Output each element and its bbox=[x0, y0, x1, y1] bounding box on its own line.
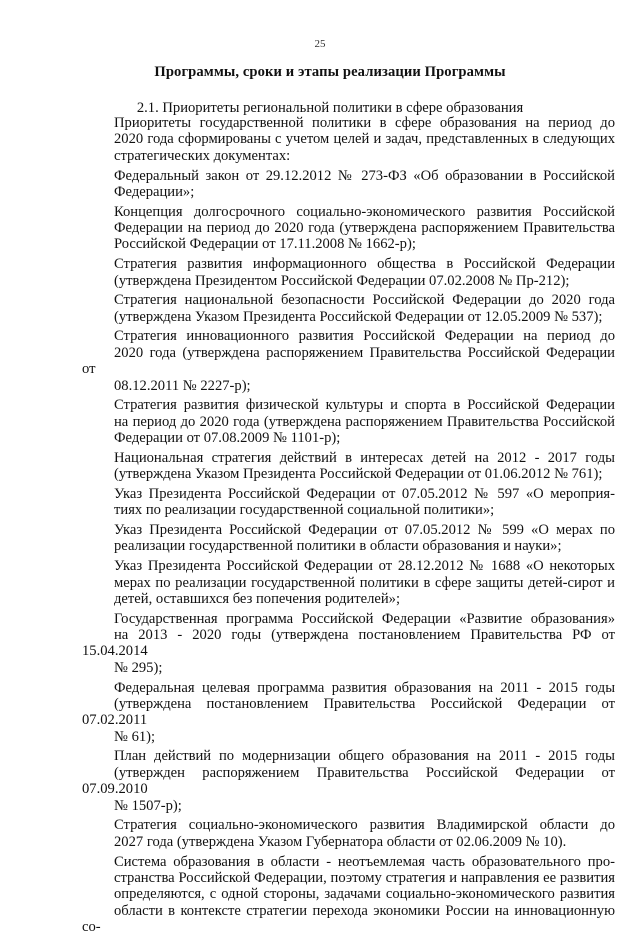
text-line: Стратегия инновационного развития Российской Федерации на период до bbox=[114, 328, 615, 345]
section-heading: Программы, сроки и этапы реализации Программы bbox=[154, 64, 506, 80]
text-line: (утверждена Президентом Российской Федерации 07.02.2008 № Пр-212); bbox=[114, 272, 570, 289]
paragraph bbox=[82, 748, 615, 814]
text-line: План действий по модернизации общего образования на 2011 - 2015 годы bbox=[114, 748, 615, 765]
text-line: Указ Президента Российской Федерации от 28.12.2012 № 1688 «О некоторых bbox=[114, 558, 615, 575]
paragraph bbox=[82, 115, 615, 164]
text-line: на период до 2020 года (утверждена распоряжением Правительства Российской bbox=[114, 413, 615, 430]
text-line: Стратегия развития физической культуры и спорта в Российской Федерации bbox=[114, 397, 615, 414]
paragraph bbox=[82, 328, 615, 394]
text-line: Государственная программа Российской Федерации «Развитие образования» bbox=[114, 610, 615, 627]
paragraph bbox=[82, 680, 615, 746]
text-line: Федеральный закон от 29.12.2012 № 273-ФЗ «Об образовании в Российской bbox=[114, 167, 615, 184]
text-line: Концепция долгосрочного социально-экономического развития Российской bbox=[114, 203, 615, 220]
text-line: Система образования в области - неотъемлемая часть образовательного про- bbox=[114, 853, 615, 870]
text-line: определяются, с одной стороны, задачами социально-экономического развития bbox=[114, 886, 615, 903]
paragraph bbox=[82, 522, 615, 555]
paragraph bbox=[82, 854, 615, 936]
text-line: Федерации»; bbox=[114, 183, 195, 200]
text-line: (утвержден распоряжением Правительства Российской Федерации от 07.09.2010 bbox=[82, 764, 615, 798]
text-line: (утверждена Указом Президента Российской Федерации от 12.05.2009 № 537); bbox=[114, 308, 603, 325]
text-line: Приоритеты государственной политики в сфере образования на период до bbox=[114, 115, 615, 131]
text-line: (утверждена Указом Президента Российской Федерации от 01.06.2012 № 761); bbox=[114, 466, 603, 483]
text-line: № 1507-р); bbox=[114, 797, 182, 814]
text-line: 08.12.2011 № 2227-р); bbox=[114, 377, 251, 394]
text-line: детей, оставшихся без попечения родителей»; bbox=[114, 590, 401, 607]
text-line: странства Российской Федерации, поэтому стратегия и направления ее развития bbox=[114, 869, 615, 886]
paragraph bbox=[82, 204, 615, 253]
text-line: Указ Президента Российской Федерации от 07.05.2012 № 597 «О мероприя- bbox=[114, 485, 615, 502]
text-line: № 61); bbox=[114, 728, 156, 745]
paragraph bbox=[82, 168, 615, 201]
text-line: области в контексте стратегии перехода экономики России на инновационную со- bbox=[82, 902, 615, 936]
body-text bbox=[82, 115, 615, 939]
text-line: Национальная стратегия действий в интересах детей на 2012 - 2017 годы bbox=[114, 449, 615, 466]
paragraph bbox=[82, 558, 615, 607]
text-line: Стратегия социально-экономического развития Владимирской области до bbox=[114, 817, 615, 834]
paragraph bbox=[82, 817, 615, 850]
paragraph bbox=[82, 256, 615, 289]
text-line: Российской Федерации от 17.11.2008 № 1662-р); bbox=[114, 236, 416, 253]
paragraph bbox=[82, 486, 615, 519]
text-line: Федерации на период до 2020 года (утверждена распоряжением Правительства bbox=[114, 220, 615, 237]
subsection-heading: 2.1. Приоритеты региональной политики в сфере образования bbox=[136, 100, 524, 116]
paragraph bbox=[82, 292, 615, 325]
text-line: мерах по реализации государственной политики в сфере защиты детей-сирот и bbox=[114, 574, 615, 591]
text-line: Федерации от 07.08.2009 № 1101-р); bbox=[114, 430, 341, 447]
text-line: тиях по реализации государственной социальной политики»; bbox=[114, 502, 495, 519]
paragraph bbox=[82, 450, 615, 483]
paragraph bbox=[82, 611, 615, 677]
paragraph bbox=[82, 397, 615, 446]
text-line: 2020 года (утверждена распоряжением Правительства Российской Федерации от bbox=[82, 344, 615, 378]
text-line: реализации государственной политики в области образования и науки»; bbox=[114, 538, 562, 555]
text-line: стратегических документах: bbox=[114, 147, 291, 164]
text-line: (утверждена постановлением Правительства Российской Федерации от 07.02.2011 bbox=[82, 695, 615, 729]
text-line: № 295); bbox=[114, 659, 163, 676]
text-line: на 2013 - 2020 годы (утверждена постановлением Правительства РФ от 15.04.2014 bbox=[82, 627, 615, 660]
page-number: 25 bbox=[314, 38, 326, 50]
text-line: Стратегия развития информационного общества в Российской Федерации bbox=[114, 256, 615, 273]
text-line: Федеральная целевая программа развития образования на 2011 - 2015 годы bbox=[114, 679, 615, 696]
text-line: 2020 года сформированы с учетом целей и задач, представленных в следующих bbox=[114, 131, 615, 148]
text-line: Указ Президента Российской Федерации от 07.05.2012 № 599 «О мерах по bbox=[114, 522, 615, 539]
text-line: 2027 года (утверждена Указом Губернатора области от 02.06.2009 № 10). bbox=[114, 833, 567, 850]
text-line: Стратегия национальной безопасности Российской Федерации до 2020 года bbox=[114, 292, 615, 309]
